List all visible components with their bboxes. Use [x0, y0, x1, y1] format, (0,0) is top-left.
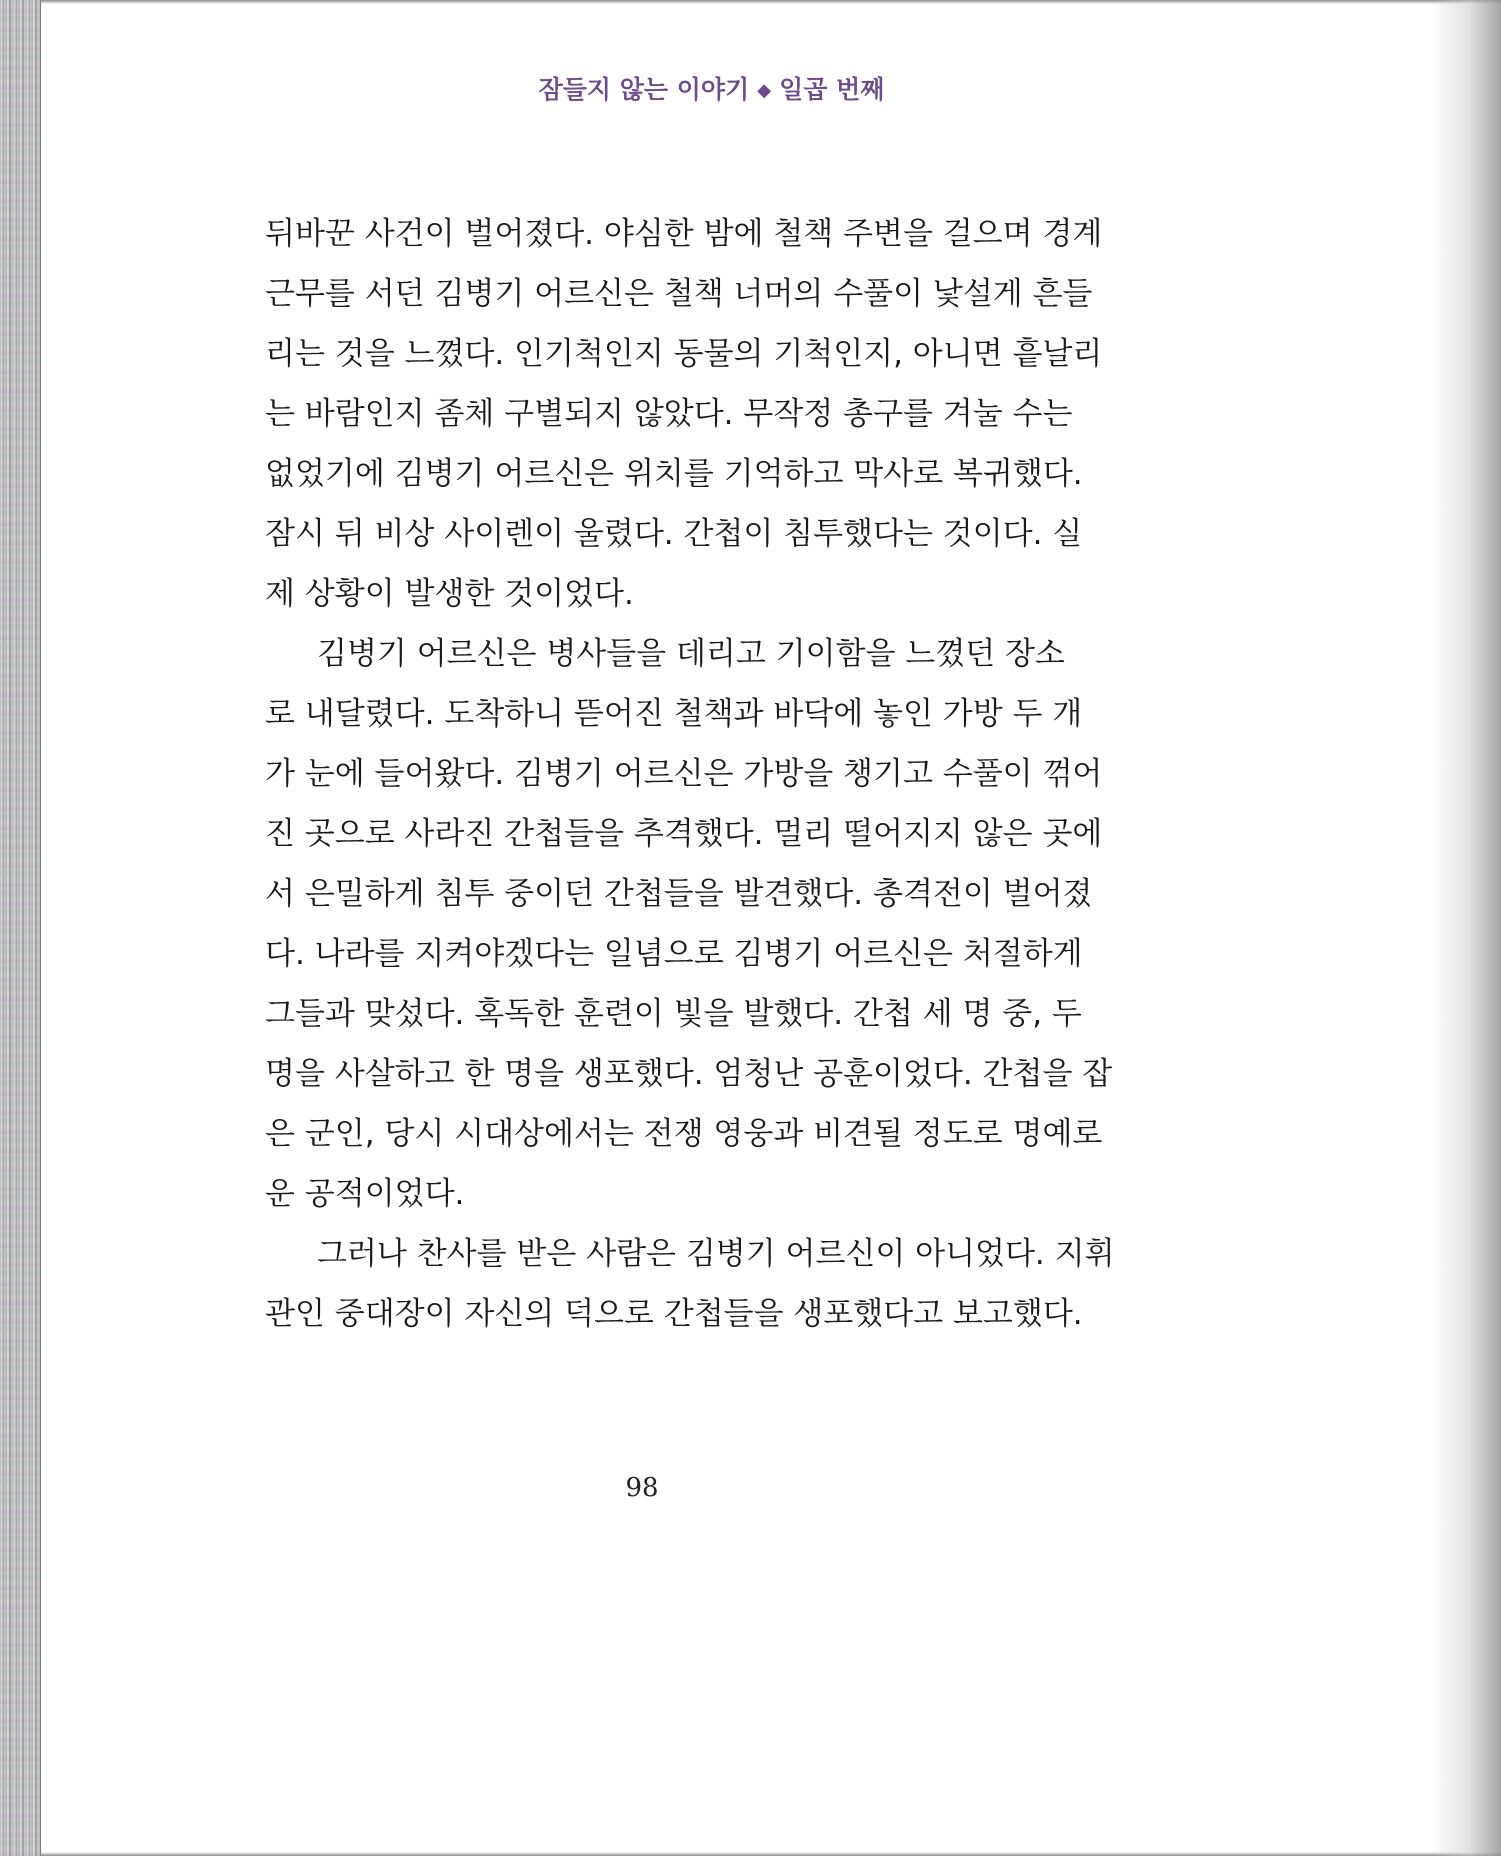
text-line: 서 은밀하게 침투 중이던 간첩들을 발견했다. 총격전이 벌어졌: [265, 876, 1093, 912]
book-page: [41, 0, 1431, 1856]
text-line: 진 곳으로 사라진 간첩들을 추격했다. 멀리 떨어지지 않은 곳에: [265, 816, 1103, 852]
page-right-shadow: [1431, 0, 1501, 1856]
running-head: [41, 70, 1382, 106]
page-stack-edge: [0, 0, 41, 1856]
text-line: 없었기에 김병기 어르신은 위치를 기억하고 막사로 복귀했다.: [265, 456, 1083, 492]
body-text: [265, 204, 1115, 1344]
text-line: 로 내달렸다. 도착하니 뜯어진 철책과 바닥에 놓인 가방 두 개: [265, 696, 1083, 732]
text-line: 제 상황이 발생한 것이었다.: [265, 576, 634, 612]
text-line: 명을 사살하고 한 명을 생포했다. 엄청난 공훈이었다. 간첩을 잡: [265, 1056, 1113, 1092]
text-line: 잠시 뒤 비상 사이렌이 울렸다. 간첩이 침투했다는 것이다. 실: [265, 516, 1083, 552]
text-line: 리는 것을 느꼈다. 인기척인지 동물의 기척인지, 아니면 흩날리: [265, 336, 1103, 372]
text-line: 는 바람인지 좀체 구별되지 않았다. 무작정 총구를 겨눌 수는: [265, 396, 1073, 432]
text-line: 다. 나라를 지켜야겠다는 일념으로 김병기 어르신은 처절하게: [265, 936, 1083, 972]
page-number: 98: [625, 1473, 659, 1503]
text-line: 운 공적이었다.: [265, 1176, 465, 1212]
text-line: 은 군인, 당시 시대상에서는 전쟁 영웅과 비견될 정도로 명예로: [265, 1116, 1103, 1152]
paragraph: [265, 624, 1113, 1224]
text-line: 가 눈에 들어왔다. 김병기 어르신은 가방을 챙기고 수풀이 꺾어: [265, 756, 1103, 792]
text-line: 그들과 맞섰다. 혹독한 훈련이 빛을 발했다. 간첩 세 명 중, 두: [265, 996, 1082, 1032]
book-title: 잠들지 않는 이야기: [538, 75, 750, 104]
text-line: 근무를 서던 김병기 어르신은 철책 너머의 수풀이 낯설게 흔들: [265, 276, 1093, 312]
paragraph: [265, 204, 1103, 624]
text-line: 뒤바꾼 사건이 벌어졌다. 야심한 밤에 철책 주변을 걸으며 경계: [265, 216, 1103, 252]
text-line: 그러나 찬사를 받은 사람은 김병기 어르신이 아니었다. 지휘: [317, 1236, 1115, 1272]
section-title: 일곱 번째: [779, 75, 885, 104]
paragraph: [265, 1224, 1115, 1344]
text-line: 관인 중대장이 자신의 덕으로 간첩들을 생포했다고 보고했다.: [265, 1296, 1083, 1332]
diamond-separator-icon: ◆: [757, 80, 772, 101]
text-line: 김병기 어르신은 병사들을 데리고 기이함을 느꼈던 장소: [317, 636, 1065, 672]
